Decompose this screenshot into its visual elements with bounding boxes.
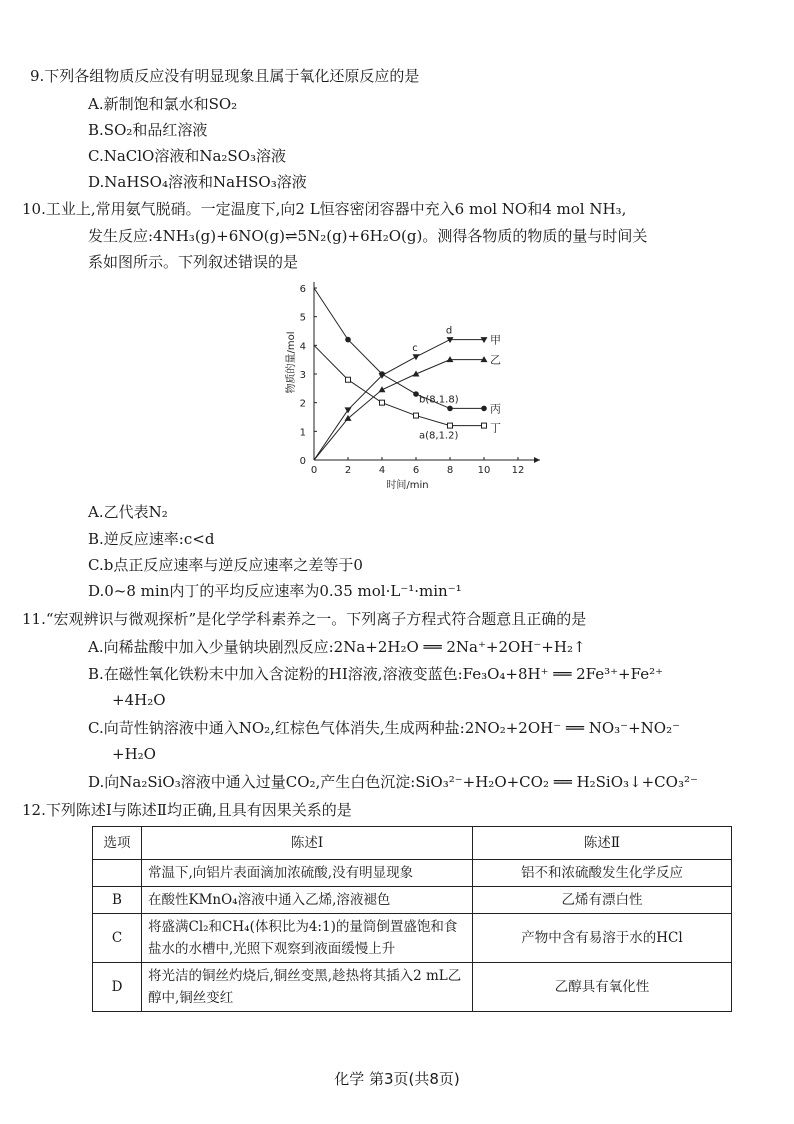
q12-stem: 12.下列陈述Ⅰ与陈述Ⅱ均正确,且具有因果关系的是 xyxy=(22,801,352,819)
x-tick-label: 6 xyxy=(412,465,420,476)
q10-option-c: C.b点正反应速率与逆反应速率之差等于0 xyxy=(88,556,363,574)
point-annotation: b(8,1.8) xyxy=(419,394,459,406)
point-annotation: d xyxy=(445,325,453,337)
q9-option-c: C.NaClO溶液和Na₂SO₃溶液 xyxy=(88,147,287,165)
data-point xyxy=(413,391,419,397)
row-statement-2: 乙醇具有氧化性 xyxy=(473,963,732,1012)
series-label: 丁 xyxy=(490,421,501,435)
q10-option-a: A.乙代表N₂ xyxy=(88,503,168,521)
row-statement-1: 在酸性KMnO₄溶液中通入乙烯,溶液褪色 xyxy=(142,887,473,914)
row-statement-1: 将光洁的铜丝灼烧后,铜丝变黑,趁热将其插入2 mL乙醇中,铜丝变红 xyxy=(142,963,473,1012)
y-tick-label: 4 xyxy=(299,341,306,353)
q9-option-b: B.SO₂和品红溶液 xyxy=(88,121,208,139)
data-point xyxy=(481,356,488,362)
table-row xyxy=(93,860,732,887)
row-statement-2: 铝不和浓硫酸发生化学反应 xyxy=(473,860,732,887)
data-point xyxy=(448,423,453,428)
series-label: 丙 xyxy=(490,402,501,416)
q11-option-a: A.向稀盐酸中加入少量钠块剧烈反应:2Na+2H₂O ══ 2Na⁺+2OH⁻+H₂↑ xyxy=(88,638,586,656)
row-statement-1: 常温下,向铝片表面滴加浓硫酸,没有明显现象 xyxy=(142,860,473,887)
table-header-row xyxy=(93,827,732,860)
row-option: C xyxy=(93,914,142,963)
q11-stem: 11.“宏观辨识与微观探析”是化学学科素养之一。下列离子方程式符合题意且正确的是 xyxy=(22,610,587,628)
x-axis-label: 时间/min xyxy=(386,480,429,491)
header-statement-2: 陈述Ⅱ xyxy=(473,827,732,860)
q11-option-b-line1: B.在磁性氧化铁粉末中加入含淀粉的HI溶液,溶液变蓝色:Fe₃O₄+8H⁺ ══ 2Fe³⁺+Fe²⁺ xyxy=(88,665,664,683)
q9-stem: 9.下列各组物质反应没有明显现象且属于氧化还原反应的是 xyxy=(30,67,420,85)
amount-vs-time-chart xyxy=(282,282,544,494)
q10-stem-1: 10.工业上,常用氨气脱硝。一定温度下,向2 L恒容密闭容器中充入6 mol NO和4 mol NH₃, xyxy=(22,200,627,218)
q9-option-d: D.NaHSO₄溶液和NaHSO₃溶液 xyxy=(88,173,307,191)
data-point xyxy=(447,337,454,343)
y-tick-label: 5 xyxy=(299,312,306,324)
x-tick-label: 12 xyxy=(511,465,525,476)
data-point xyxy=(482,423,487,428)
x-tick-label: 2 xyxy=(344,465,352,476)
point-annotation: c xyxy=(412,342,418,354)
x-tick-label: 10 xyxy=(477,465,491,476)
series-line xyxy=(314,342,484,425)
series-label: 甲 xyxy=(490,333,501,347)
data-point xyxy=(481,337,488,343)
data-point xyxy=(380,400,385,405)
table-row xyxy=(93,887,732,914)
y-tick-label: 1 xyxy=(299,427,306,439)
point-annotation: a(8,1.2) xyxy=(419,430,459,442)
q11-option-d: D.向Na₂SiO₃溶液中通入过量CO₂,产生白色沉淀:SiO₃²⁻+H₂O+CO₂ ══ H₂SiO₃↓+CO₃²⁻ xyxy=(88,773,698,791)
q10-stem-2: 发生反应:4NH₃(g)+6NO(g)⇌5N₂(g)+6H₂O(g)。测得各物质的物质的量与时间关 xyxy=(88,227,648,245)
row-statement-1: 将盛满Cl₂和CH₄(体积比为4:1)的量筒倒置盛饱和食盐水的水槽中,光照下观察到液面缓慢上升 xyxy=(142,914,473,963)
q10-stem-3: 系如图所示。下列叙述错误的是 xyxy=(88,253,299,271)
series-line xyxy=(314,288,484,408)
q10-option-d: D.0~8 min内丁的平均反应速率为0.35 mol·L⁻¹·min⁻¹ xyxy=(88,582,462,600)
data-point xyxy=(447,356,454,362)
data-point xyxy=(379,371,385,377)
y-tick-label: 6 xyxy=(299,284,306,295)
q11-option-b-line2: +4H₂O xyxy=(112,691,166,709)
x-tick-label: 0 xyxy=(310,465,318,476)
row-option xyxy=(93,860,142,887)
row-statement-2: 乙烯有漂白性 xyxy=(473,887,732,914)
y-tick-label: 0 xyxy=(299,456,306,467)
data-point xyxy=(447,406,453,412)
x-tick-label: 8 xyxy=(446,465,454,476)
y-axis-label: 物质的量/mol xyxy=(286,331,297,394)
data-point xyxy=(414,413,419,418)
data-point xyxy=(413,354,420,360)
x-tick-label: 4 xyxy=(378,465,386,476)
series-label: 乙 xyxy=(490,353,501,367)
table-row xyxy=(93,914,732,963)
row-option: B xyxy=(93,887,142,914)
x-axis-arrow xyxy=(534,457,540,463)
header-statement-1: 陈述Ⅰ xyxy=(142,827,473,860)
data-point xyxy=(345,337,351,343)
row-option: D xyxy=(93,963,142,1012)
series-line xyxy=(314,360,484,460)
row-statement-2: 产物中含有易溶于水的HCl xyxy=(473,914,732,963)
header-option: 选项 xyxy=(93,827,142,860)
q11-option-c-line1: C.向苛性钠溶液中通入NO₂,红棕色气体消失,生成两种盐:2NO₂+2OH⁻ ══ NO₃⁻+NO₂⁻ xyxy=(88,719,680,737)
y-tick-label: 3 xyxy=(299,370,306,381)
q10-option-b: B.逆反应速率:c<d xyxy=(88,530,215,548)
q12-table xyxy=(92,826,732,1012)
y-tick-label: 2 xyxy=(299,398,306,410)
q11-option-c-line2: +H₂O xyxy=(112,745,156,763)
table-row xyxy=(93,963,732,1012)
data-point xyxy=(379,386,386,392)
page-footer: 化学 第3页(共8页) xyxy=(334,1070,460,1088)
data-point xyxy=(481,406,487,412)
data-point xyxy=(345,407,352,413)
data-point xyxy=(346,377,351,382)
q9-option-a: A.新制饱和氯水和SO₂ xyxy=(88,95,238,113)
